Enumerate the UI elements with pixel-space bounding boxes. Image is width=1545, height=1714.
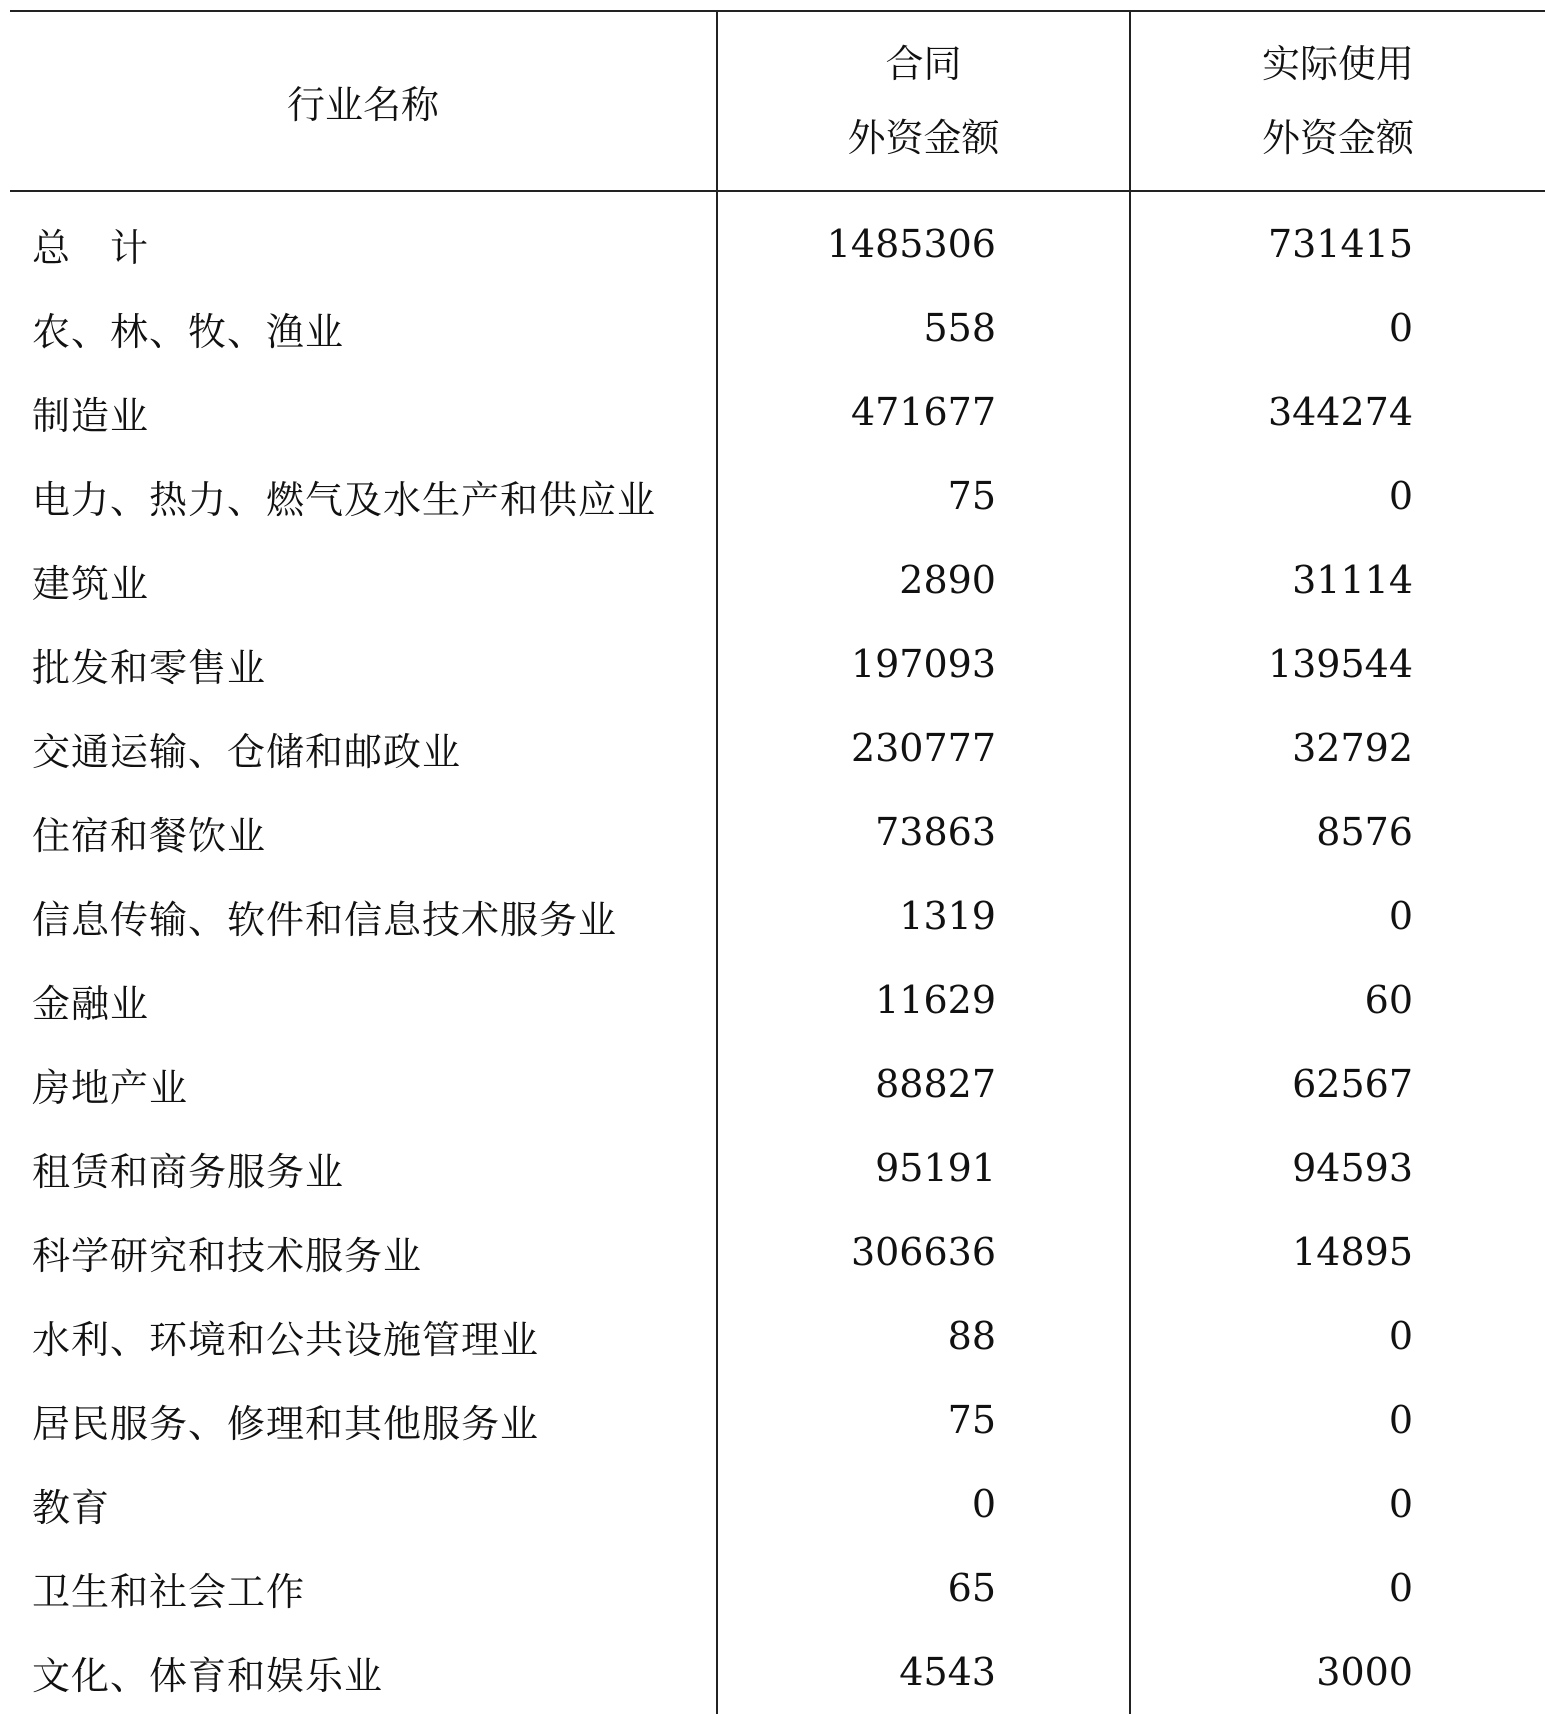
table-row	[10, 454, 1545, 538]
table-row	[10, 790, 1545, 874]
industry-name-cell: 水利、环境和公共设施管理业	[10, 1294, 717, 1378]
header-industry-name: 行业名称	[10, 11, 717, 191]
industry-name-cell: 金融业	[10, 958, 717, 1042]
actual-amount-cell: 344274	[1267, 390, 1413, 434]
contract-amount-cell: 73863	[717, 790, 1130, 874]
table-row	[10, 370, 1545, 454]
industry-name-cell: 总 计	[10, 191, 717, 286]
contract-amount-cell: 88	[717, 1294, 1130, 1378]
table-row	[10, 286, 1545, 370]
actual-amount-cell: 14895	[1292, 1230, 1413, 1274]
industry-name-cell: 居民服务、修理和其他服务业	[10, 1378, 717, 1462]
header-actual-line2: 外资金额	[1261, 116, 1414, 160]
industry-name-cell: 建筑业	[10, 538, 717, 622]
table-row	[10, 874, 1545, 958]
actual-amount-cell: 731415	[1267, 222, 1413, 266]
actual-amount-cell: 0	[1388, 474, 1413, 518]
actual-amount-cell: 60	[1364, 978, 1413, 1022]
contract-amount-cell: 95191	[717, 1126, 1130, 1210]
table-row	[10, 1210, 1545, 1294]
industry-name-cell: 租赁和商务服务业	[10, 1126, 717, 1210]
table-row	[10, 1546, 1545, 1630]
contract-amount-cell: 65	[717, 1546, 1130, 1630]
contract-amount-cell: 2890	[717, 538, 1130, 622]
actual-amount-cell: 3000	[1316, 1650, 1413, 1694]
contract-amount-cell: 88827	[717, 1042, 1130, 1126]
table-row	[10, 1462, 1545, 1546]
table-row	[10, 1294, 1545, 1378]
actual-amount-cell: 139544	[1267, 642, 1413, 686]
table-header	[10, 11, 1545, 191]
contract-amount-cell: 558	[717, 286, 1130, 370]
actual-amount-cell: 0	[1388, 894, 1413, 938]
header-actual-amount	[1130, 11, 1545, 191]
header-contract-amount	[717, 11, 1130, 191]
table-row	[10, 622, 1545, 706]
industry-name-cell: 文化、体育和娱乐业	[10, 1630, 717, 1714]
table-row	[10, 1630, 1545, 1714]
table-row	[10, 958, 1545, 1042]
industry-name-cell: 卫生和社会工作	[10, 1546, 717, 1630]
actual-amount-cell: 32792	[1292, 726, 1413, 770]
contract-amount-cell: 1485306	[717, 191, 1130, 286]
contract-amount-cell: 4543	[717, 1630, 1130, 1714]
header-contract-line2: 外资金额	[847, 116, 1000, 160]
industry-name-cell: 批发和零售业	[10, 622, 717, 706]
table-row	[10, 1126, 1545, 1210]
industry-name-cell: 科学研究和技术服务业	[10, 1210, 717, 1294]
industry-name-cell: 住宿和餐饮业	[10, 790, 717, 874]
industry-name-cell: 信息传输、软件和信息技术服务业	[10, 874, 717, 958]
investment-by-industry-table	[10, 10, 1545, 1714]
contract-amount-cell: 1319	[717, 874, 1130, 958]
table-body	[10, 191, 1545, 1714]
table-row	[10, 1378, 1545, 1462]
contract-amount-cell: 197093	[717, 622, 1130, 706]
header-row	[10, 11, 1545, 191]
industry-name-cell: 房地产业	[10, 1042, 717, 1126]
industry-name-cell: 农、林、牧、渔业	[10, 286, 717, 370]
industry-name-cell: 交通运输、仓储和邮政业	[10, 706, 717, 790]
actual-amount-cell: 31114	[1292, 558, 1413, 602]
actual-amount-cell: 8576	[1316, 810, 1413, 854]
actual-amount-cell: 0	[1388, 1566, 1413, 1610]
table-row	[10, 191, 1545, 286]
investment-table-container	[10, 10, 1545, 1714]
contract-amount-cell: 306636	[717, 1210, 1130, 1294]
contract-amount-cell: 11629	[717, 958, 1130, 1042]
contract-amount-cell: 471677	[717, 370, 1130, 454]
actual-amount-cell: 0	[1388, 1482, 1413, 1526]
industry-name-cell: 制造业	[10, 370, 717, 454]
industry-name-cell: 教育	[10, 1462, 717, 1546]
header-actual-line1: 实际使用	[1261, 42, 1414, 86]
contract-amount-cell: 0	[717, 1462, 1130, 1546]
contract-amount-cell: 75	[717, 454, 1130, 538]
industry-name-cell: 电力、热力、燃气及水生产和供应业	[10, 454, 717, 538]
header-contract-line1: 合同	[885, 42, 962, 86]
contract-amount-cell: 230777	[717, 706, 1130, 790]
table-row	[10, 706, 1545, 790]
actual-amount-cell: 62567	[1292, 1062, 1413, 1106]
contract-amount-cell: 75	[717, 1378, 1130, 1462]
actual-amount-cell: 0	[1388, 1314, 1413, 1358]
actual-amount-cell: 0	[1388, 306, 1413, 350]
actual-amount-cell: 0	[1388, 1398, 1413, 1442]
table-row	[10, 538, 1545, 622]
table-row	[10, 1042, 1545, 1126]
actual-amount-cell: 94593	[1292, 1146, 1413, 1190]
